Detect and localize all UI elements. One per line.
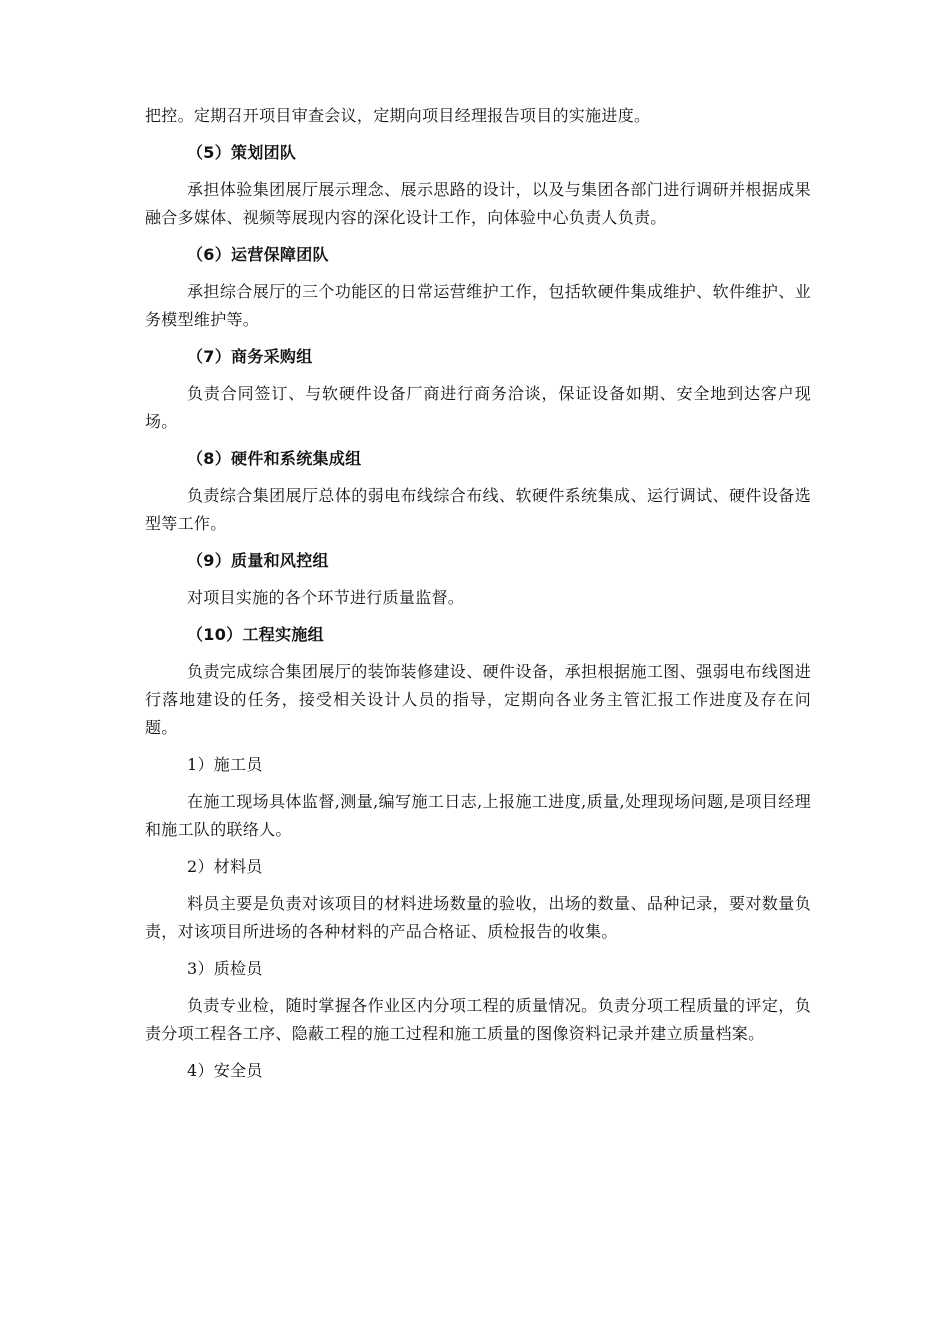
paragraph: 负责综合集团展厅总体的弱电布线综合布线、软硬件系统集成、运行调试、硬件设备选型等工作。 <box>145 486 811 533</box>
subsection-heading: 3）质检员 <box>187 959 263 978</box>
subsection-heading: 2）材料员 <box>187 857 263 876</box>
subsection-heading: 1）施工员 <box>187 755 263 774</box>
paragraph: 对项目实施的各个环节进行质量监督。 <box>187 588 465 607</box>
subsection-heading: 4）安全员 <box>187 1061 263 1080</box>
section-heading: （5）策划团队 <box>187 143 297 162</box>
section-heading: （8）硬件和系统集成组 <box>187 449 362 468</box>
paragraph: 在施工现场具体监督,测量,编写施工日志,上报施工进度,质量,处理现场问题,是项目经理和施工队的联络人。 <box>145 792 811 839</box>
paragraph: 负责完成综合集团展厅的装饰装修建设、硬件设备，承担根据施工图、强弱电布线图进行落地建设的任务，接受相关设计人员的指导，定期向各业务主管汇报工作进度及存在问题。 <box>145 662 811 737</box>
paragraph: 承担综合展厅的三个功能区的日常运营维护工作，包括软硬件集成维护、软件维护、业务模型维护等。 <box>145 282 811 329</box>
section-heading: （9）质量和风控组 <box>187 551 329 570</box>
paragraph: 料员主要是负责对该项目的材料进场数量的验收，出场的数量、品种记录，要对数量负责，对该项目所进场的各种材料的产品合格证、质检报告的收集。 <box>145 894 811 941</box>
section-heading: （10）工程实施组 <box>187 625 324 644</box>
paragraph: 负责合同签订、与软硬件设备厂商进行商务洽谈，保证设备如期、安全地到达客户现场。 <box>145 384 811 431</box>
section-heading: （7）商务采购组 <box>187 347 313 366</box>
document-body <box>145 102 811 1094</box>
paragraph: 把控。定期召开项目审查会议，定期向项目经理报告项目的实施进度。 <box>145 106 651 125</box>
paragraph: 承担体验集团展厅展示理念、展示思路的设计，以及与集团各部门进行调研并根据成果融合多媒体、视频等展现内容的深化设计工作，向体验中心负责人负责。 <box>145 180 811 227</box>
section-heading: （6）运营保障团队 <box>187 245 329 264</box>
paragraph: 负责专业检，随时掌握各作业区内分项工程的质量情况。负责分项工程质量的评定，负责分项工程各工序、隐蔽工程的施工过程和施工质量的图像资料记录并建立质量档案。 <box>145 996 811 1043</box>
